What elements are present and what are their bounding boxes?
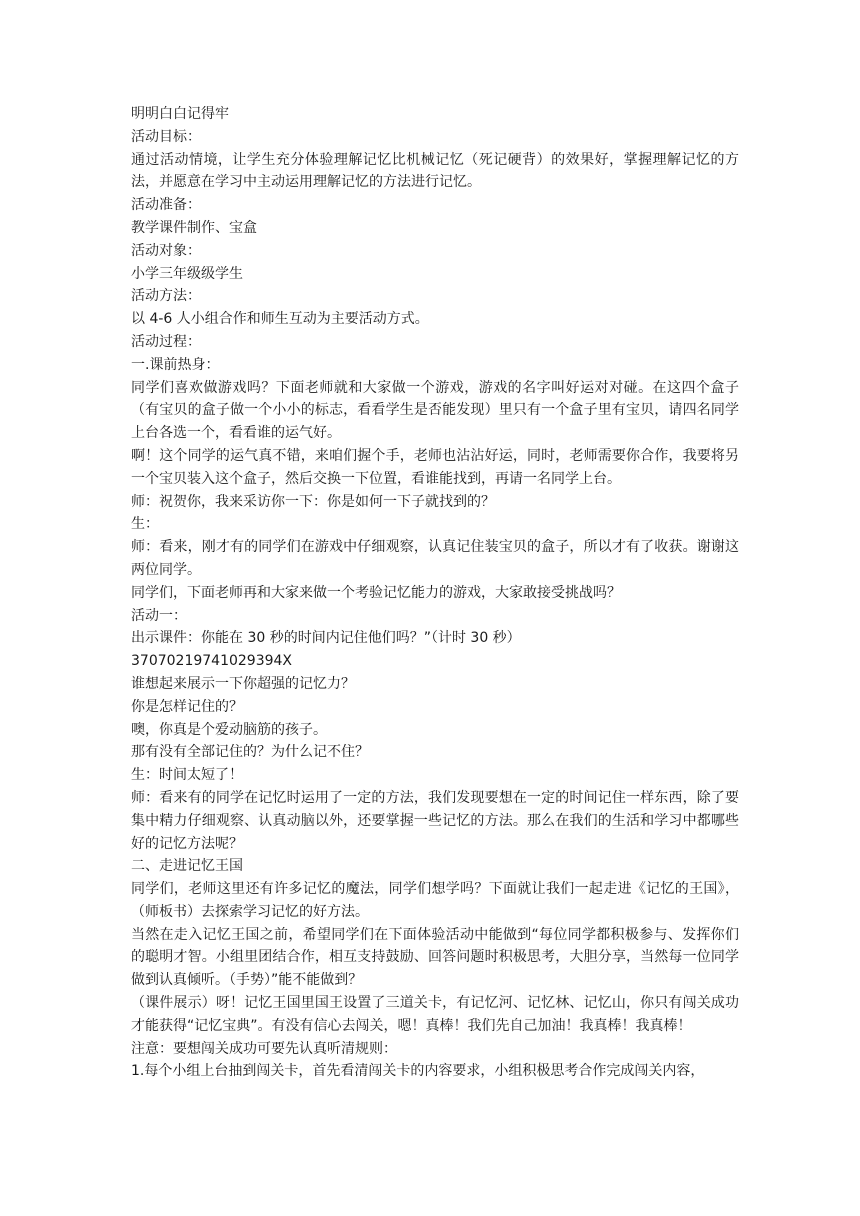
paragraph: 啊！这个同学的运气真不错，来咱们握个手，老师也沾沾好运，同时，老师需要你合作，我要将另一个宝贝装入这个盒子，然后交换一下位置，看谁能找到，再请一名同学上台。 xyxy=(131,447,739,487)
paragraph: 噢，你真是个爱动脑筋的孩子。 xyxy=(131,721,327,738)
paragraph: 同学们，老师这里还有许多记忆的魔法，同学们想学吗？下面就让我们一起走进《记忆的王国》，（师板书）去探索学习记忆的好方法。 xyxy=(131,881,739,920)
paragraph: 师：看来，刚才有的同学们在游戏中仔细观察，认真记住装宝贝的盒子，所以才有了收获。谢谢这两位同学。 xyxy=(131,539,739,578)
paragraph: 活动对象： xyxy=(131,242,201,259)
paragraph: 教学课件制作、宝盒 xyxy=(131,219,257,236)
paragraph: 生： xyxy=(131,516,159,533)
document-paragraphs xyxy=(131,126,739,1083)
paragraph: 活动准备： xyxy=(131,197,201,214)
paragraph: 活动一： xyxy=(131,607,187,624)
paragraph: 活动过程： xyxy=(131,333,201,350)
paragraph: 生：时间太短了！ xyxy=(131,767,243,784)
paragraph: 一.课前热身： xyxy=(131,356,220,373)
paragraph: 当然在走入记忆王国之前，希望同学们在下面体验活动中能做到“每位同学都积极参与、发挥你们的聪明才智。小组里团结合作，相互支持鼓励、回答问题时积极思考，大胆分享，当然每一位同学做到认真倾听。（手势）”能不能做到？ xyxy=(131,926,739,989)
paragraph: 同学们喜欢做游戏吗？下面老师就和大家做一个游戏，游戏的名字叫好运对对碰。在这四个盒子（有宝贝的盒子做一个小小的标志，看看学生是否能发现）里只有一个盒子里有宝贝，请四名同学上台各选一个，看看谁的运气好。 xyxy=(131,379,739,442)
paragraph: 师：看来有的同学在记忆时运用了一定的方法，我们发现要想在一定的时间记住一样东西，除了要集中精力仔细观察、认真动脑以外，还要掌握一些记忆的方法。那么在我们的生活和学习中都哪些好的记忆方法呢？ xyxy=(131,789,739,852)
paragraph: 师：祝贺你，我来采访你一下：你是如何一下子就找到的？ xyxy=(131,493,495,510)
paragraph: 出示课件：你能在 30 秒的时间内记住他们吗？”（计时 30 秒） xyxy=(131,630,521,647)
paragraph: 同学们，下面老师再和大家来做一个考验记忆能力的游戏，大家敢接受挑战吗？ xyxy=(131,584,621,601)
paragraph: 通过活动情境，让学生充分体验理解记忆比机械记忆（死记硬背）的效果好，掌握理解记忆的方法，并愿意在学习中主动运用理解记忆的方法进行记忆。 xyxy=(131,151,739,191)
paragraph: （课件展示）呀！记忆王国里国王设置了三道关卡，有记忆河、记忆林、记忆山，你只有闯关成功才能获得“记忆宝典”。有没有信心去闯关，嗯！真棒！我们先自己加油！我真棒！我真棒！ xyxy=(131,995,739,1034)
paragraph: 37070219741029394X xyxy=(131,653,293,670)
document-body xyxy=(131,103,739,1083)
paragraph: 1.每个小组上台抽到闯关卡，首先看清闯关卡的内容要求，小组积极思考合作完成闯关内容， xyxy=(131,1063,705,1080)
paragraph: 活动方法： xyxy=(131,288,201,305)
paragraph: 你是怎样记住的？ xyxy=(131,698,243,715)
paragraph: 小学三年级级学生 xyxy=(131,265,243,282)
paragraph: 谁想起来展示一下你超强的记忆力？ xyxy=(131,675,355,692)
document-title: 明明白白记得牢 xyxy=(131,106,229,122)
paragraph: 以 4-6 人小组合作和师生互动为主要活动方式。 xyxy=(131,311,429,328)
paragraph: 那有没有全部记住的？为什么记不住？ xyxy=(131,744,369,761)
paragraph: 活动目标： xyxy=(131,128,201,145)
paragraph: 注意：要想闯关成功可要先认真听清规则： xyxy=(131,1040,397,1057)
paragraph: 二、走进记忆王国 xyxy=(131,858,243,875)
